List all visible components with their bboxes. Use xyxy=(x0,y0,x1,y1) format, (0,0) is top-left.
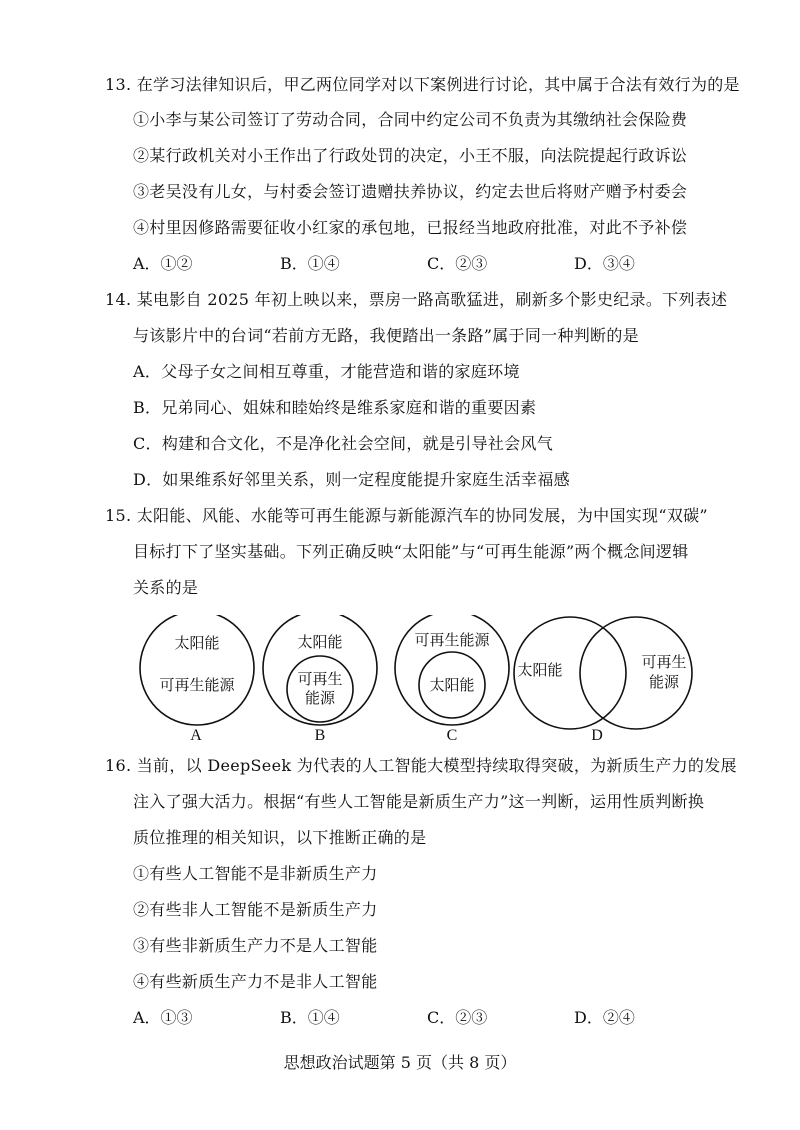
diagram-b-inner-label-1: 可再生 xyxy=(297,670,343,688)
stem-line: 与该影片中的台词“若前方无路，我便踏出一条路”属于同一种判断的是 xyxy=(133,326,639,345)
diagram-a-caption: A xyxy=(190,727,202,744)
option-c: C．②③ xyxy=(427,1008,488,1027)
option-c: C．②③ xyxy=(427,254,488,273)
diagram-a xyxy=(140,615,254,744)
option-a: A．父母子女之间相互尊重，才能营造和谐的家庭环境 xyxy=(133,362,520,381)
diagram-c-caption: C xyxy=(446,727,458,744)
question-number: 13. xyxy=(105,75,132,94)
page-footer: 思想政治试题第 5 页（共 8 页） xyxy=(283,1053,517,1072)
diagram-b-outer-label: 太阳能 xyxy=(297,633,343,651)
venn-diagrams xyxy=(0,615,800,745)
diagram-d-caption: D xyxy=(591,727,603,744)
option-a: A．①② xyxy=(133,254,193,273)
question-14-stem xyxy=(105,290,727,310)
statement: ④村里因修路需要征收小红家的承包地，已报经当地政府批准，对此不予补偿 xyxy=(133,218,688,237)
stem-line: 目标打下了坚实基础。下列正确反映“太阳能”与“可再生能源”两个概念间逻辑 xyxy=(133,542,689,561)
stem-line: 质位推理的相关知识，以下推断正确的是 xyxy=(133,828,427,847)
diagram-c-inner-label: 太阳能 xyxy=(429,676,475,694)
option-c: C．构建和合文化，不是净化社会空间，就是引导社会风气 xyxy=(133,434,554,453)
statement: ④有些新质生产力不是非人工智能 xyxy=(133,972,378,991)
statement: ②有些非人工智能不是新质生产力 xyxy=(133,900,378,919)
question-number: 15. xyxy=(105,506,132,525)
diagram-c xyxy=(395,615,509,744)
option-b: B．①④ xyxy=(280,254,340,273)
option-d: D．②④ xyxy=(574,1008,635,1027)
diagram-d xyxy=(514,617,692,744)
diagram-c-outer-label: 可再生能源 xyxy=(414,631,490,649)
question-16-stem xyxy=(105,756,737,776)
diagram-b xyxy=(263,615,377,744)
option-b: B．①④ xyxy=(280,1008,340,1027)
stem-line: 在学习法律知识后，甲乙两位同学对以下案例进行讨论，其中属于合法有效行为的是 xyxy=(136,75,740,94)
question-number: 14. xyxy=(105,290,132,309)
option-a: A．①③ xyxy=(133,1008,193,1027)
statement: ①小李与某公司签订了劳动合同，合同中约定公司不负责为其缴纳社会保险费 xyxy=(133,110,688,129)
stem-line: 某电影自 2025 年初上映以来，票房一路高歌猛进，刷新多个影史纪录。下列表述 xyxy=(136,290,728,309)
stem-line: 当前，以 DeepSeek 为代表的人工智能大模型持续取得突破，为新质生产力的发展 xyxy=(136,756,737,775)
stem-line: 太阳能、风能、水能等可再生能源与新能源汽车的协同发展，为中国实现“双碳” xyxy=(136,506,708,525)
question-15-stem xyxy=(105,506,708,526)
diagram-a-bottom-label: 可再生能源 xyxy=(159,676,235,694)
diagram-a-circle xyxy=(140,615,254,725)
diagram-b-caption: B xyxy=(314,727,326,744)
question-number: 16. xyxy=(105,756,132,775)
diagram-d-right-label-2: 能源 xyxy=(648,673,680,691)
stem-line: 关系的是 xyxy=(133,578,199,597)
diagram-a-top-label: 太阳能 xyxy=(174,634,220,652)
statement: ③有些非新质生产力不是人工智能 xyxy=(133,936,378,955)
diagram-b-inner-label-2: 能源 xyxy=(304,689,336,707)
diagram-d-left-label: 太阳能 xyxy=(517,661,563,679)
option-d: D．③④ xyxy=(574,254,635,273)
option-b: B．兄弟同心、姐妹和睦始终是维系家庭和谐的重要因素 xyxy=(133,398,537,417)
statement: ①有些人工智能不是非新质生产力 xyxy=(133,864,378,883)
statement: ③老吴没有儿女，与村委会签订遗赠扶养协议，约定去世后将财产赠予村委会 xyxy=(133,182,688,201)
option-d: D．如果维系好邻里关系，则一定程度能提升家庭生活幸福感 xyxy=(133,470,570,489)
stem-line: 注入了强大活力。根据“有些人工智能是新质生产力”这一判断，运用性质判断换 xyxy=(133,792,705,811)
question-13-stem xyxy=(105,75,740,95)
diagram-d-right-label-1: 可再生 xyxy=(641,653,687,671)
statement: ②某行政机关对小王作出了行政处罚的决定，小王不服，向法院提起行政诉讼 xyxy=(133,146,688,165)
